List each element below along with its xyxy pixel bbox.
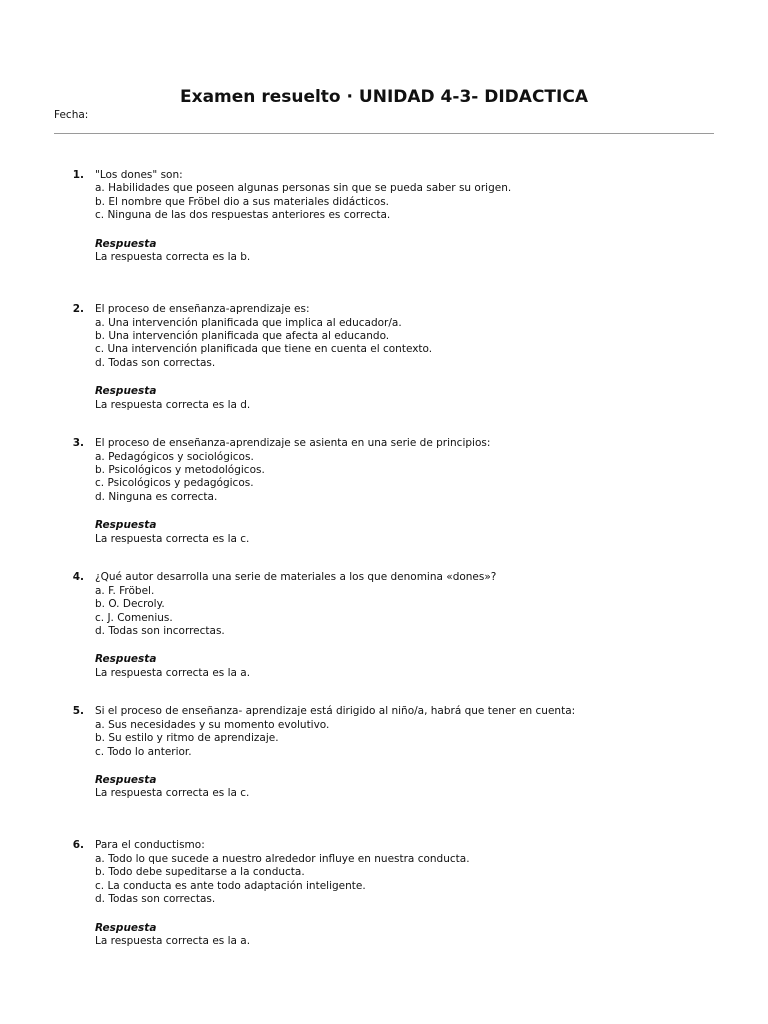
question-item [0, 839, 768, 973]
answer-block [95, 385, 715, 412]
question-body [95, 839, 715, 948]
answer-text: La respuesta correcta es la a. [95, 934, 251, 947]
answer-option: c. Todo lo anterior. [95, 745, 192, 758]
answer-option: c. J. Comenius. [95, 611, 173, 624]
question-body [95, 705, 715, 800]
question-item [0, 437, 768, 571]
answer-option: d. Todas son incorrectas. [95, 624, 225, 637]
question-item [0, 705, 768, 839]
question-number: 4. [72, 571, 84, 584]
answer-heading: Respuesta [95, 519, 157, 532]
question-item [0, 169, 768, 303]
answer-option: b. Su estilo y ritmo de aprendizaje. [95, 732, 279, 745]
answer-option: c. Ninguna de las dos respuestas anteriores es correcta. [95, 209, 391, 222]
answer-heading: Respuesta [95, 653, 157, 666]
date-label: Fecha: [54, 109, 89, 121]
answer-option: d. Todas son correctas. [95, 893, 216, 906]
question-item [0, 303, 768, 437]
answer-option: c. Psicológicos y pedagógicos. [95, 477, 254, 490]
answer-block [95, 238, 715, 265]
question-stem: Si el proceso de enseñanza- aprendizaje está dirigido al niño/a, habrá que tener en cuenta: [95, 705, 576, 718]
question-stem: "Los dones" son: [95, 169, 183, 181]
question-number: 1. [72, 169, 84, 181]
answer-heading: Respuesta [95, 237, 157, 250]
question-number: 5. [72, 705, 84, 718]
question-list [0, 169, 768, 974]
answer-option: c. La conducta es ante todo adaptación inteligente. [95, 879, 366, 892]
question-body [95, 303, 715, 412]
answer-text: La respuesta correcta es la d. [95, 398, 251, 411]
question-stem: El proceso de enseñanza-aprendizaje se asienta en una serie de principios: [95, 437, 491, 450]
answer-option: b. O. Decroly. [95, 598, 165, 611]
answer-option: d. Ninguna es correcta. [95, 490, 218, 503]
question-stem: Para el conductismo: [95, 839, 205, 852]
question-body [95, 571, 715, 680]
question-stem: ¿Qué autor desarrolla una serie de materiales a los que denomina «dones»? [95, 571, 497, 584]
answer-block [95, 922, 715, 949]
question-number: 2. [72, 303, 84, 316]
question-stem: El proceso de enseñanza-aprendizaje es: [95, 303, 310, 316]
page-title: Examen resuelto · UNIDAD 4-3- DIDACTICA [180, 87, 588, 107]
answer-block [95, 653, 715, 680]
answer-option: a. Habilidades que poseen algunas personas sin que se pueda saber su origen. [95, 182, 512, 195]
answer-text: La respuesta correcta es la c. [95, 787, 250, 800]
answer-option: a. Una intervención planificada que implica al educador/a. [95, 316, 402, 329]
question-item [0, 571, 768, 705]
answer-text: La respuesta correcta es la b. [95, 251, 251, 264]
answer-heading: Respuesta [95, 774, 157, 786]
answer-heading: Respuesta [95, 385, 157, 398]
answer-option: c. Una intervención planificada que tiene en cuenta el contexto. [95, 343, 433, 356]
answer-text: La respuesta correcta es la a. [95, 666, 251, 679]
header-divider [54, 133, 714, 134]
question-body [95, 169, 715, 264]
answer-option: b. El nombre que Fröbel dio a sus materiales didácticos. [95, 195, 390, 208]
answer-option: d. Todas son correctas. [95, 356, 216, 369]
answer-heading: Respuesta [95, 921, 157, 934]
answer-option: b. Todo debe supeditarse a la conducta. [95, 866, 305, 879]
question-body [95, 437, 715, 546]
answer-option: a. F. Fröbel. [95, 584, 155, 597]
answer-option: a. Todo lo que sucede a nuestro alrededor influye en nuestra conducta. [95, 852, 470, 865]
question-number: 6. [72, 839, 84, 852]
answer-block [95, 519, 715, 546]
answer-block [95, 774, 715, 801]
answer-option: a. Pedagógicos y sociológicos. [95, 450, 254, 463]
answer-option: a. Sus necesidades y su momento evolutivo. [95, 718, 330, 731]
answer-text: La respuesta correcta es la c. [95, 532, 250, 545]
question-number: 3. [72, 437, 84, 450]
answer-option: b. Una intervención planificada que afecta al educando. [95, 329, 390, 342]
answer-option: b. Psicológicos y metodológicos. [95, 464, 265, 476]
